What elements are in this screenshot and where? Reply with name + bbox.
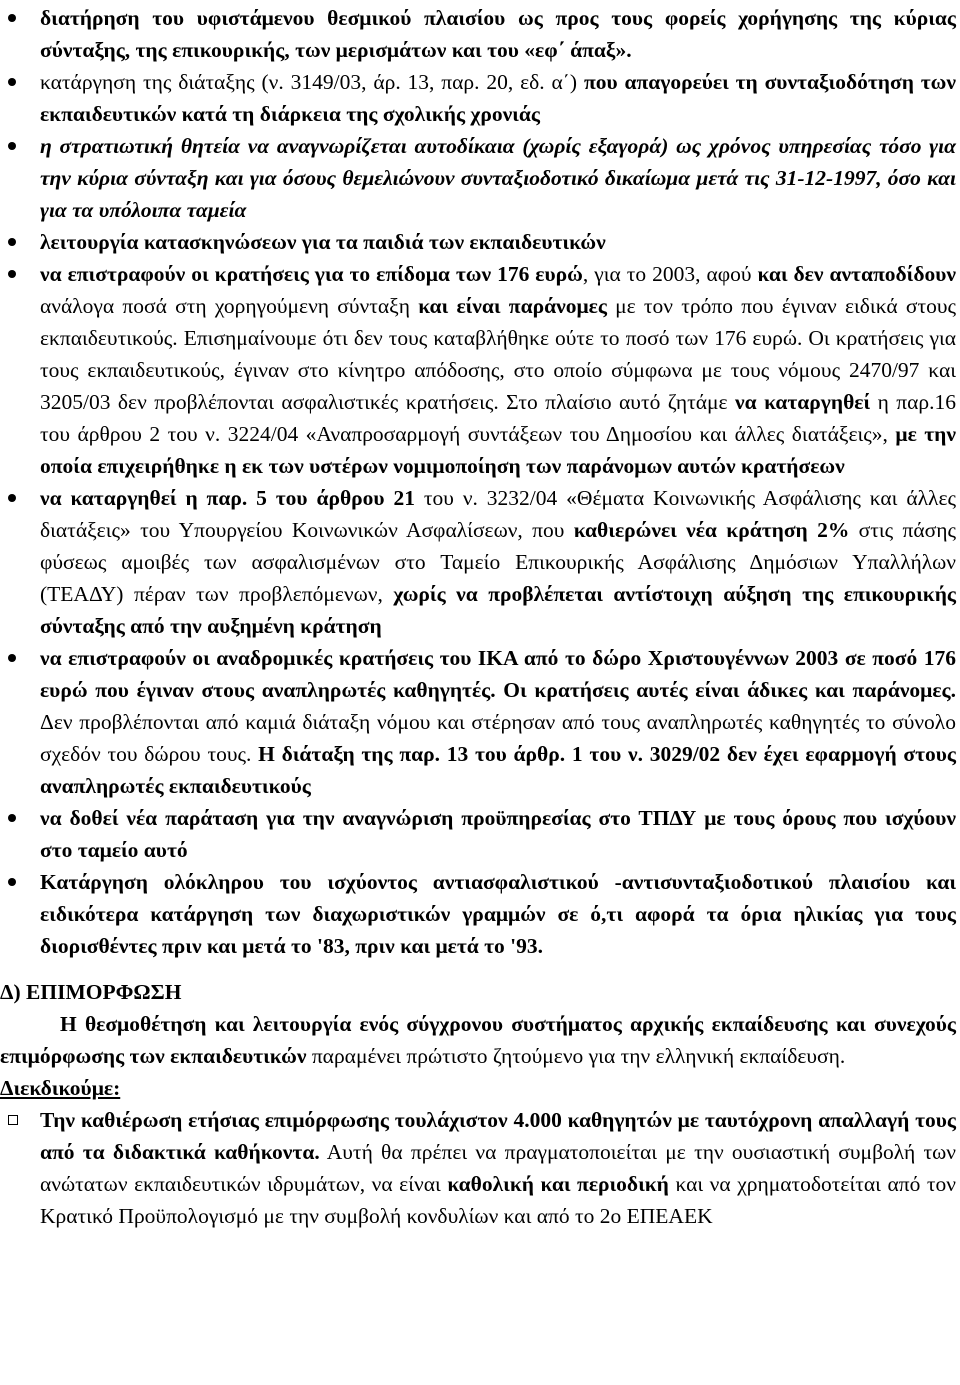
text-segment: του ν. 3232/04 «Θέματα Κοινωνικής Ασφάλισης και άλλες διατάξεις» του Υπουργείου Κοινωνικών Ασφαλίσεων, που [40, 486, 956, 542]
text-segment: να καταργηθεί [735, 390, 871, 414]
text-segment: που απαγορεύει τη συνταξιοδότηση των εκπαιδευτικών κατά τη διάρκεια της σχολικής χρονιάς [40, 70, 956, 126]
text-segment: να δοθεί νέα παράταση για την αναγνώριση προϋπηρεσίας στο ΤΠΔΥ με τους όρους που ισχύουν στο ταμείο αυτό [40, 806, 956, 862]
text-segment: παραμένει πρώτιστο ζητούμενο για την ελληνική εκπαίδευση. [306, 1044, 846, 1068]
list-item [40, 866, 956, 962]
list-item [40, 130, 956, 226]
text-segment: διατήρηση του υφιστάμενου θεσμικού πλαισίου ως προς τους φορείς χορήγησης της κύριας σύνταξης, της επικουρικής, των μερισμάτων και του «εφ΄ άπαξ». [40, 6, 956, 62]
text-segment: Κατάργηση ολόκληρου του ισχύοντος αντιασφαλιστικού -αντισυνταξιοδοτικού πλαισίου και ειδικότερα κατάργηση των διαχωριστικών γραμμών σε ό,τι αφορά τα όρια ηλικίας για τους διορισθέντες πριν και μετά το '83, πριν και μετά το '93. [40, 870, 956, 958]
section-intro-paragraph [0, 1008, 956, 1072]
text-segment: να επιστραφούν οι αναδρομικές κρατήσεις του ΙΚΑ από το δώρο Χριστουγέννων 2003 σε ποσό 176 ευρώ που έγιναν στους αναπληρωτές καθηγητές. Οι κρατήσεις αυτές είναι άδικες και παράνομες. [40, 646, 956, 702]
list-item [40, 226, 956, 258]
training-demands-list [0, 1104, 956, 1232]
list-item [40, 66, 956, 130]
list-item [40, 482, 956, 642]
text-segment: λειτουργία κατασκηνώσεων για τα παιδιά των εκπαιδευτικών [40, 230, 606, 254]
pension-demands-list [40, 2, 956, 962]
text-segment: Την καθιέρωση ετήσιας επιμόρφωσης τουλάχιστον 4.000 καθηγητών με ταυτόχρονη απαλλαγή τους από τα διδακτικά καθήκοντα. [40, 1108, 956, 1164]
list-item [40, 802, 956, 866]
text-segment: καθολική και περιοδική [447, 1172, 669, 1196]
text-segment: με τον τρόπο που έγιναν ειδικά στους εκπαιδευτικούς. Επισημαίνουμε ότι δεν τους καταβλήθηκε ούτε το ποσό των 176 ευρώ. Οι κρατήσεις για τους εκπαιδευτικούς, έγιναν στο κίνητρο απόδοσης, στο οποίο σύμφωνα με τους νόμους 2470/97 και 3205/03 δεν προβλέπονται ασφαλιστικές κρατήσεις. Στο πλαίσιο αυτό ζητάμε [40, 294, 956, 414]
text-segment: κατάργηση της διάταξης (ν. 3149/03, άρ. 13, παρ. 20, εδ. α΄) [40, 70, 584, 94]
text-segment: καθιερώνει νέα κράτηση 2% [573, 518, 850, 542]
training-section [0, 976, 956, 1232]
text-segment: η στρατιωτική θητεία να αναγνωρίζεται αυτοδίκαια (χωρίς εξαγορά) ως χρόνος υπηρεσίας τόσο για την κύρια σύνταξη και για όσους θεμελιώνουν συνταξιοδοτικό δικαίωμα μετά τις 31-12-1997, όσο και για τα υπόλοιπα ταμεία [40, 134, 956, 222]
text-segment: , για το 2003, αφού [582, 262, 758, 286]
text-segment: να καταργηθεί η παρ. 5 του άρθρου 21 [40, 486, 415, 510]
text-segment: η παρ.16 του άρθρου 2 του ν. 3224/04 «Αναπροσαρμογή συντάξεων του Δημοσίου και άλλες διατάξεις», [40, 390, 956, 446]
text-segment: με την οποία επιχειρήθηκε η εκ των υστέρων νομιμοποίηση των παράνομων αυτών κρατήσεων [40, 422, 956, 478]
text-segment: Δεν προβλέπονται από καμιά διάταξη νόμου και στέρησαν από τους αναπληρωτές καθηγητές το σύνολο σχεδόν του δώρου τους. [40, 710, 956, 766]
list-item [40, 2, 956, 66]
list-item [40, 1104, 956, 1232]
text-segment: χωρίς να προβλέπεται αντίστοιχη αύξηση της επικουρικής σύνταξης από την αυξημένη κράτηση [40, 582, 957, 638]
list-item [40, 258, 956, 482]
text-segment: στις πάσης φύσεως αμοιβές των ασφαλισμένων στο Ταμείο Επικουρικής Ασφάλισης Δημόσιων Υπαλλήλων (ΤΕΑΔΥ) πέραν των προβλεπόμενων, [40, 518, 956, 606]
text-segment: ανάλογα ποσά στη χορηγούμενη σύνταξη [40, 294, 419, 318]
list-item [40, 642, 956, 802]
text-segment: Η διάταξη της παρ. 13 του άρθρ. 1 του ν. 3029/02 δεν έχει εφαρμογή στους αναπληρωτές εκπαιδευτικούς [40, 742, 956, 798]
demands-title: Διεκδικούμε: [0, 1076, 121, 1100]
text-segment: Αυτή θα πρέπει να πραγματοποιείται με την ουσιαστική συμβολή των ανώτατων εκπαιδευτικών ιδρυμάτων, να είναι [40, 1140, 956, 1196]
section-heading: Δ) ΕΠΙΜΟΡΦΩΣΗ [0, 980, 182, 1004]
text-segment: και να χρηματοδοτείται από τον Κρατικό Προϋπολογισμό με την συμβολή κονδυλίων και από το 2ο ΕΠΕΑΕΚ [40, 1172, 956, 1228]
text-segment: και δεν ανταποδίδουν [757, 262, 956, 286]
text-segment: Η θεσμοθέτηση και λειτουργία ενός σύγχρονου συστήματος αρχικής εκπαίδευσης και συνεχούς επιμόρφωσης των εκπαιδευτικών [0, 1012, 956, 1068]
text-segment: να επιστραφούν οι κρατήσεις για το επίδομα των 176 ευρώ [40, 262, 583, 286]
text-segment: και είναι παράνομες [418, 294, 607, 318]
